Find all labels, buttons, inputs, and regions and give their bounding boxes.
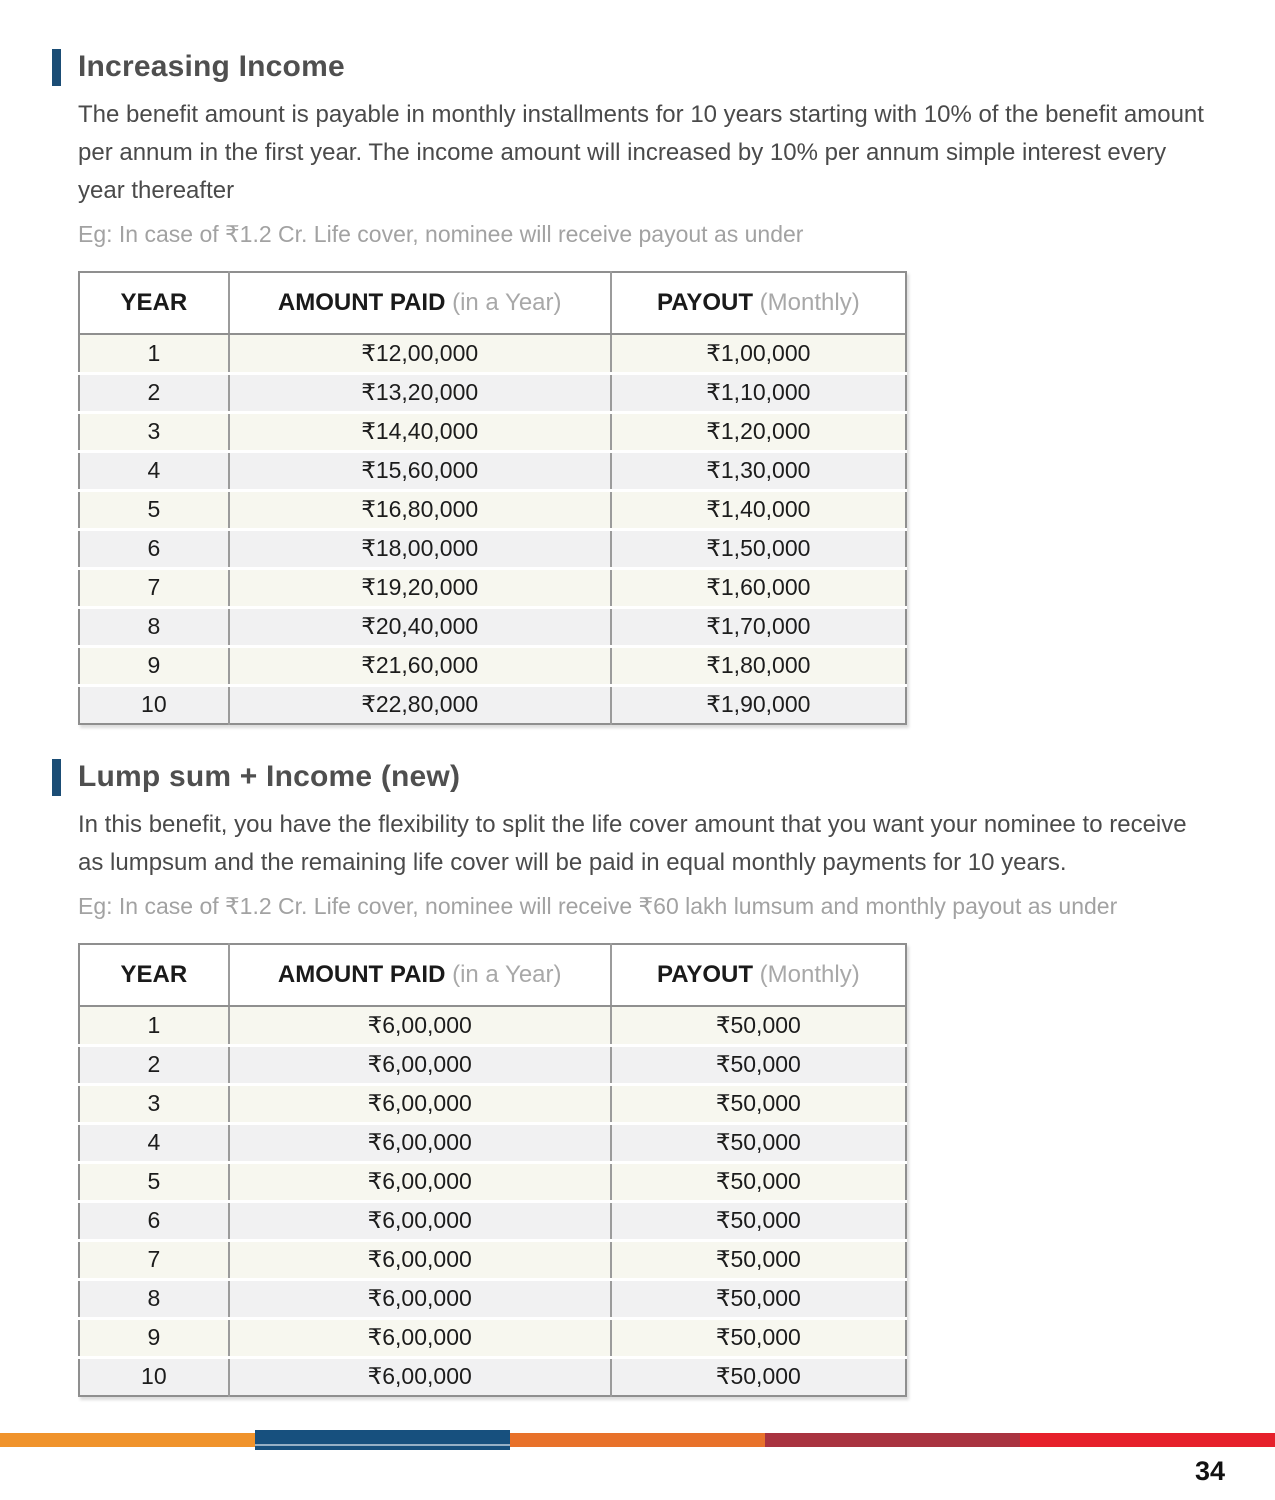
column-header-amount-paid: AMOUNT PAID (in a Year) bbox=[229, 944, 611, 1006]
footer-segment-orange-red bbox=[510, 1433, 765, 1447]
payout-cell: ₹1,10,000 bbox=[611, 373, 906, 412]
payout-cell: ₹50,000 bbox=[611, 1318, 906, 1357]
amount-paid-cell: ₹22,80,000 bbox=[229, 685, 611, 724]
year-cell: 8 bbox=[79, 607, 229, 646]
payout-cell: ₹50,000 bbox=[611, 1240, 906, 1279]
year-cell: 6 bbox=[79, 1201, 229, 1240]
payout-cell: ₹50,000 bbox=[611, 1084, 906, 1123]
amount-paid-cell: ₹6,00,000 bbox=[229, 1006, 611, 1045]
footer-segment-maroon bbox=[765, 1433, 1020, 1447]
section-paragraph: The benefit amount is payable in monthly installments for 10 years starting with 10% of the benefit amount per annum in the first year. The income amount will increased by 10% per annum simple interest every year thereafter bbox=[78, 101, 1204, 204]
lump-sum-income-table bbox=[78, 943, 907, 1397]
year-cell: 1 bbox=[79, 334, 229, 373]
year-cell: 4 bbox=[79, 451, 229, 490]
payout-cell: ₹1,70,000 bbox=[611, 607, 906, 646]
section-increasing-income bbox=[78, 46, 1215, 725]
amount-paid-cell: ₹6,00,000 bbox=[229, 1318, 611, 1357]
year-cell: 4 bbox=[79, 1123, 229, 1162]
section-example: Eg: In case of ₹1.2 Cr. Life cover, nominee will receive ₹60 lakh lumsum and monthly payout as under bbox=[78, 893, 1118, 919]
amount-paid-cell: ₹6,00,000 bbox=[229, 1162, 611, 1201]
payout-cell: ₹1,50,000 bbox=[611, 529, 906, 568]
table-row bbox=[79, 490, 906, 529]
section-example: Eg: In case of ₹1.2 Cr. Life cover, nominee will receive payout as under bbox=[78, 221, 804, 247]
table-row bbox=[79, 1084, 906, 1123]
footer-segment-orange bbox=[0, 1433, 255, 1447]
table-row bbox=[79, 1201, 906, 1240]
table-header-row bbox=[79, 272, 906, 334]
year-cell: 2 bbox=[79, 373, 229, 412]
amount-paid-cell: ₹20,40,000 bbox=[229, 607, 611, 646]
payout-cell: ₹1,60,000 bbox=[611, 568, 906, 607]
year-cell: 10 bbox=[79, 1357, 229, 1396]
section-heading: Lump sum + Income (new) bbox=[78, 760, 461, 793]
amount-paid-cell: ₹14,40,000 bbox=[229, 412, 611, 451]
table-row bbox=[79, 1123, 906, 1162]
amount-paid-cell: ₹16,80,000 bbox=[229, 490, 611, 529]
year-cell: 1 bbox=[79, 1006, 229, 1045]
table-row bbox=[79, 334, 906, 373]
table-row bbox=[79, 1318, 906, 1357]
table-row bbox=[79, 568, 906, 607]
footer-color-bar bbox=[0, 1433, 1275, 1447]
table-row bbox=[79, 1279, 906, 1318]
page-number: 34 bbox=[1194, 1456, 1225, 1486]
table-row bbox=[79, 607, 906, 646]
section-heading: Increasing Income bbox=[78, 50, 345, 83]
table-row bbox=[79, 1357, 906, 1396]
amount-paid-cell: ₹6,00,000 bbox=[229, 1123, 611, 1162]
payout-cell: ₹50,000 bbox=[611, 1279, 906, 1318]
table-row bbox=[79, 529, 906, 568]
payout-cell: ₹1,30,000 bbox=[611, 451, 906, 490]
column-header-payout: PAYOUT (Monthly) bbox=[611, 272, 906, 334]
amount-paid-cell: ₹15,60,000 bbox=[229, 451, 611, 490]
amount-paid-cell: ₹6,00,000 bbox=[229, 1279, 611, 1318]
amount-paid-cell: ₹19,20,000 bbox=[229, 568, 611, 607]
payout-cell: ₹1,00,000 bbox=[611, 334, 906, 373]
year-cell: 8 bbox=[79, 1279, 229, 1318]
year-cell: 7 bbox=[79, 568, 229, 607]
amount-paid-cell: ₹6,00,000 bbox=[229, 1357, 611, 1396]
table-row bbox=[79, 685, 906, 724]
year-cell: 2 bbox=[79, 1045, 229, 1084]
column-header-year: YEAR bbox=[79, 944, 229, 1006]
section-paragraph: In this benefit, you have the flexibility to split the life cover amount that you want your nominee to receive as lumpsum and the remaining life cover will be paid in equal monthly payments for 10 years. bbox=[78, 811, 1187, 876]
table-row bbox=[79, 412, 906, 451]
amount-paid-cell: ₹21,60,000 bbox=[229, 646, 611, 685]
section-lump-sum-income bbox=[78, 756, 1215, 1397]
year-cell: 3 bbox=[79, 1084, 229, 1123]
payout-cell: ₹50,000 bbox=[611, 1045, 906, 1084]
payout-cell: ₹50,000 bbox=[611, 1357, 906, 1396]
year-cell: 6 bbox=[79, 529, 229, 568]
heading-accent-bar bbox=[52, 49, 61, 86]
footer-segment-red bbox=[1020, 1433, 1275, 1447]
amount-paid-cell: ₹6,00,000 bbox=[229, 1201, 611, 1240]
year-cell: 10 bbox=[79, 685, 229, 724]
payout-cell: ₹50,000 bbox=[611, 1162, 906, 1201]
payout-cell: ₹1,80,000 bbox=[611, 646, 906, 685]
amount-paid-cell: ₹6,00,000 bbox=[229, 1240, 611, 1279]
amount-paid-cell: ₹13,20,000 bbox=[229, 373, 611, 412]
year-cell: 9 bbox=[79, 1318, 229, 1357]
section-heading-row bbox=[78, 46, 1215, 88]
table-row bbox=[79, 1045, 906, 1084]
payout-cell: ₹50,000 bbox=[611, 1123, 906, 1162]
table-row bbox=[79, 451, 906, 490]
amount-paid-cell: ₹18,00,000 bbox=[229, 529, 611, 568]
amount-paid-cell: ₹12,00,000 bbox=[229, 334, 611, 373]
year-cell: 3 bbox=[79, 412, 229, 451]
payout-cell: ₹50,000 bbox=[611, 1201, 906, 1240]
payout-cell: ₹50,000 bbox=[611, 1006, 906, 1045]
year-cell: 7 bbox=[79, 1240, 229, 1279]
year-cell: 5 bbox=[79, 1162, 229, 1201]
table-row bbox=[79, 1240, 906, 1279]
amount-paid-cell: ₹6,00,000 bbox=[229, 1045, 611, 1084]
amount-paid-cell: ₹6,00,000 bbox=[229, 1084, 611, 1123]
payout-cell: ₹1,20,000 bbox=[611, 412, 906, 451]
payout-cell: ₹1,40,000 bbox=[611, 490, 906, 529]
year-cell: 5 bbox=[79, 490, 229, 529]
year-cell: 9 bbox=[79, 646, 229, 685]
column-header-payout: PAYOUT (Monthly) bbox=[611, 944, 906, 1006]
payout-cell: ₹1,90,000 bbox=[611, 685, 906, 724]
heading-accent-bar bbox=[52, 759, 61, 796]
table-row bbox=[79, 646, 906, 685]
footer-segment-navy bbox=[255, 1430, 510, 1450]
column-header-year: YEAR bbox=[79, 272, 229, 334]
table-row bbox=[79, 373, 906, 412]
column-header-amount-paid: AMOUNT PAID (in a Year) bbox=[229, 272, 611, 334]
table-row bbox=[79, 1162, 906, 1201]
table-row bbox=[79, 1006, 906, 1045]
table-header-row bbox=[79, 944, 906, 1006]
increasing-income-table bbox=[78, 271, 907, 725]
section-heading-row bbox=[78, 756, 1215, 798]
